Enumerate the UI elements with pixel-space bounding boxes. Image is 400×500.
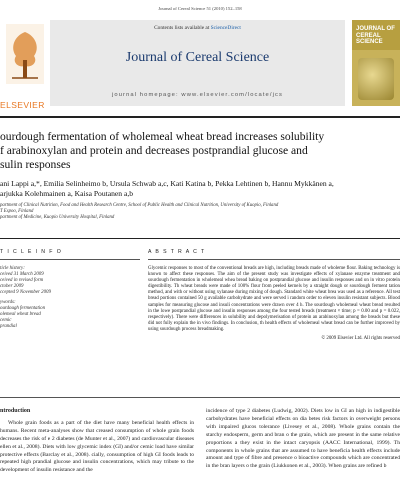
body-column-right [206, 408, 400, 471]
intro-heading: ntroduction [0, 408, 31, 414]
history-line: ceived 31 March 2009 [0, 272, 44, 278]
affiliation-line: partment of Clinical Nutrition, Food and Health Research Centre, School of Public Health and Clinical Nutrition, University of Kuopio, Finland [0, 203, 279, 208]
author-list [0, 179, 400, 199]
affiliation-line: partment of Medicine, Kuopio University Hospital, Finland [0, 215, 115, 221]
abstract [148, 266, 400, 342]
article-history [0, 266, 140, 296]
author-line: arjukka Kolehmainen a, Kaisa Poutanen a,b [0, 189, 134, 198]
article-info-heading: T I C L E I N F O [0, 249, 63, 255]
intro-paragraph: Whole grain foods as a part of the diet have many beneficial health effects in humans. Recent meta-analyses show that creased consumption of whole grain foods decreases the risk of e 2 diabetes (de Munter et al., 2007) and cardiovascular diseases ellen et al., 2008). Diets with low glycemic index (GI) and/or cemic load have similar protective effects (Barclay et al., 2008). cially, consumption of high GI foods leads to repeated high prandial glucose and insulin concentrations, which may tribute to the development of insulin resistance and the [0, 419, 194, 474]
body-column-left [0, 408, 194, 475]
journal-header [0, 16, 400, 110]
history-line: ctober 2009 [0, 284, 24, 290]
copyright: © 2009 Elsevier Ltd. All rights reserved [321, 336, 400, 342]
history-line: ceived in revised form [0, 278, 44, 284]
keyword-line: ywords: [0, 300, 16, 305]
journal-homepage[interactable]: journal homepage: www.elsevier.com/locate/jcs [112, 92, 283, 98]
header-divider [0, 116, 400, 118]
elsevier-tree-icon [6, 24, 44, 84]
journal-banner [50, 20, 345, 106]
history-line: ccepted 9 November 2009 [0, 290, 51, 296]
body-divider [0, 397, 400, 398]
keyword-line: cemic [0, 318, 12, 324]
cover-title: JOURNAL OF CEREAL SCIENCE [356, 26, 395, 45]
author-line: ani Lappi a,*, Emilia Selinheimo b, Ursula Schwab a,c, Kati Katina b, Pekka Lehtinen b, Hannu Mykkänen a, [0, 179, 334, 188]
affiliation-line: T Espoo, Finland [0, 209, 34, 215]
elsevier-logo [0, 20, 48, 110]
sciencedirect-link[interactable]: ScienceDirect [210, 25, 241, 31]
abstract-rule [148, 259, 400, 260]
cover-grain-image [358, 58, 394, 100]
running-head: Journal of Cereal Science 51 (2010) 152–158 [158, 6, 242, 11]
title-line: ourdough fermentation of wholemeal wheat bread increases solubility [0, 130, 325, 143]
title-line: sulin responses [0, 158, 71, 171]
contents-line [50, 25, 345, 31]
keywords [0, 300, 140, 330]
title-line: f arabinoxylan and protein and decreases postprandial glucose and [0, 144, 308, 157]
abstract-text: Glycemic responses to most of the conventional breads are high, including breads made of wholeme flour. Baking technology is known to affect these responses. The aim of the present study was investigate effects of xylanase enzyme treatment and sourdough fermentation in wholemeal whea bread baking on postprandial glucose and insulin responses and on in vitro protein digestibility. Th wheat breads were made of 100% flour from peeled kernels by a straight dough or sourdough ferment tation method, and with or without using xylanase during mixing of dough. Standard white wheat brea was used as a reference. All test bread portions contained 50 g available carbohydrate and were served i random order to eleven insulin resistant subjects. Blood samples for measuring glucose and insuli concentrations were drawn over 4 h. The sourdough wholemeal wheat bread resulted in the lowe postprandial glucose and insulin responses among the four tested breads (treatment × time; p = 0.00 and p = 0.022, respectively). There were differences in solubility and depolymerisation of protein an arabinoxylan among the breads but these did not fully explain the in vivo findings. In conclusion, th health effects of wholemeal wheat bread can be further improved by using sourdough process breadmaking. [148, 266, 400, 332]
elsevier-wordmark: ELSEVIER [0, 100, 45, 110]
body-paragraph: incidence of type 2 diabetes (Ludwig, 2002). Diets low in GI an high in indigestible carbohydrates have beneficial effects on dia betes risk factors in overweight persons with impaired glucos tolerance (Livesey et al., 2008). Whole grains contain the starchy endosperm, germ and bran o the grain, which are present in the same relative proportions a they exist in the intact caryopsis (AACC International, 1999). Th components in whole grains that are assumed to have beneficia health effects include amount and type of fibre and presence o bioactive compounds which are concentrated in the bran layers o the grain (Liukkonen et al., 2003). When grains are refined b [206, 408, 400, 470]
keyword-line: ourdough fermentation [0, 306, 46, 312]
article-title [0, 130, 400, 172]
history-line: ticle history: [0, 266, 25, 271]
contents-prefix: Contents lists available at [154, 25, 211, 31]
journal-cover-image [352, 20, 400, 106]
info-divider [0, 238, 400, 239]
article-info-rule [0, 259, 140, 260]
abstract-heading: A B S T R A C T [148, 249, 206, 255]
journal-title: Journal of Cereal Science [125, 50, 270, 65]
keyword-line: olemeal wheat bread [0, 312, 41, 318]
affiliations [0, 203, 400, 222]
keyword-line: prandial [0, 324, 17, 330]
